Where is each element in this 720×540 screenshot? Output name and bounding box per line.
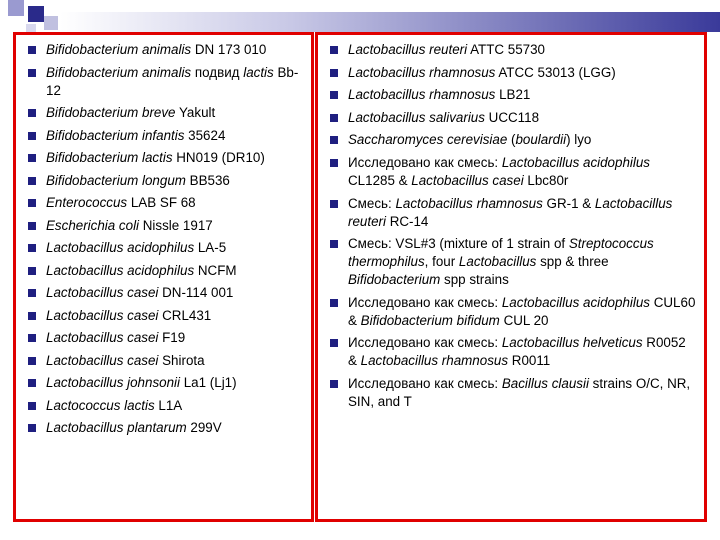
species-name: Bifidobacterium infantis xyxy=(46,127,185,143)
right-panel xyxy=(315,32,707,522)
square-bullet-icon xyxy=(330,380,338,388)
square-bullet-icon xyxy=(28,222,36,230)
list-item xyxy=(326,375,698,411)
square-bullet-icon xyxy=(28,154,36,162)
item-text: , four xyxy=(424,254,459,270)
square-bullet-icon xyxy=(330,46,338,54)
square-bullet-icon xyxy=(28,109,36,117)
square-bullet-icon xyxy=(330,240,338,248)
list-item xyxy=(326,41,698,59)
species-name: Enterococcus xyxy=(46,195,128,210)
species-name: Lactobacillus helveticus xyxy=(501,335,643,351)
item-text: DN 173 010 xyxy=(191,42,267,57)
species-name: Lactobacillus acidophilus xyxy=(501,154,650,170)
list-item xyxy=(24,41,305,59)
species-name: Lactobacillus casei xyxy=(411,172,524,188)
item-text: ATTC 55730 xyxy=(467,42,545,57)
species-name: Bifidobacterium bifidum xyxy=(360,312,500,328)
list-item xyxy=(24,329,305,347)
list-item xyxy=(24,127,305,145)
item-text: BB536 xyxy=(185,172,230,188)
species-name: Lactobacillus acidophilus xyxy=(46,262,195,278)
species-name: Streptococcus thermophilus xyxy=(348,236,654,270)
item-text: Смесь: xyxy=(348,195,396,211)
item-text: Bb-12 xyxy=(46,64,299,98)
decorative-square xyxy=(28,6,44,22)
list-item xyxy=(326,334,698,370)
square-bullet-icon xyxy=(28,199,36,207)
item-text: Lbc80r xyxy=(523,172,569,188)
species-name: Lactobacillus rhamnosus xyxy=(360,353,509,369)
square-bullet-icon xyxy=(330,159,338,167)
item-text: strains O/C, NR, SIN, and T xyxy=(348,375,691,409)
species-name: Lactobacillus reuteri xyxy=(348,195,673,229)
item-text: spp & three xyxy=(536,254,609,270)
species-name: Lactobacillus xyxy=(458,254,537,270)
item-text: F19 xyxy=(158,330,186,345)
square-bullet-icon xyxy=(28,334,36,342)
list-item xyxy=(24,284,305,302)
decorative-square xyxy=(44,16,58,30)
square-bullet-icon xyxy=(28,267,36,275)
square-bullet-icon xyxy=(28,379,36,387)
list-item xyxy=(24,262,305,280)
list-item xyxy=(24,149,305,167)
list-item xyxy=(326,109,698,127)
list-item xyxy=(24,64,305,100)
species-name: Bifidobacterium longum xyxy=(46,172,186,188)
square-bullet-icon xyxy=(28,69,36,77)
decorative-square xyxy=(8,0,24,16)
top-decorative-band xyxy=(0,0,720,34)
square-bullet-icon xyxy=(330,69,338,77)
item-text: LAB SF 68 xyxy=(127,195,196,210)
species-name: Lactobacillus casei xyxy=(46,330,159,345)
list-item xyxy=(24,307,305,325)
item-text: ( xyxy=(507,132,516,148)
square-bullet-icon xyxy=(28,177,36,185)
item-text: Смесь: VSL#3 (mixture of 1 strain of xyxy=(348,236,569,252)
item-text: LB21 xyxy=(495,87,531,103)
item-text: CL1285 & xyxy=(348,172,412,188)
species-name: Lactobacillus acidophilus xyxy=(501,294,650,310)
square-bullet-icon xyxy=(28,424,36,432)
list-item xyxy=(326,294,698,330)
list-item xyxy=(24,352,305,370)
species-name: Lactobacillus reuteri xyxy=(348,42,468,57)
species-name: Bifidobacterium breve xyxy=(46,105,176,120)
list-item xyxy=(24,419,305,437)
item-text: Shirota xyxy=(158,352,205,368)
list-item xyxy=(326,195,698,231)
square-bullet-icon xyxy=(28,402,36,410)
item-text: GR-1 & xyxy=(542,195,595,211)
species-name: Lactobacillus rhamnosus xyxy=(348,64,496,80)
square-bullet-icon xyxy=(28,312,36,320)
item-text: CUL60 & xyxy=(348,294,696,328)
left-strain-list xyxy=(24,41,305,437)
item-text: spp strains xyxy=(440,272,509,288)
square-bullet-icon xyxy=(330,114,338,122)
square-bullet-icon xyxy=(28,46,36,54)
item-text: CUL 20 xyxy=(499,312,549,328)
species-name: boulardii xyxy=(515,132,567,148)
item-text: подвид xyxy=(191,64,244,80)
list-item xyxy=(326,64,698,82)
square-bullet-icon xyxy=(28,289,36,297)
square-bullet-icon xyxy=(330,339,338,347)
species-name: Lactobacillus casei xyxy=(46,352,159,368)
square-bullet-icon xyxy=(330,91,338,99)
item-text: R0052 & xyxy=(348,335,686,369)
gradient-bar xyxy=(60,12,720,32)
species-name: Lactobacillus casei xyxy=(46,307,159,323)
item-text: 299V xyxy=(186,420,222,435)
species-name: Bifidobacterium animalis xyxy=(46,42,192,57)
square-bullet-icon xyxy=(28,244,36,252)
list-item xyxy=(24,239,305,257)
list-item xyxy=(24,397,305,415)
item-text: Исследовано как смесь: xyxy=(348,294,502,310)
item-text: DN-114 001 xyxy=(158,285,234,300)
item-text: LA-5 xyxy=(194,240,227,255)
species-name: Lactobacillus salivarius xyxy=(348,109,485,125)
species-name: Bifidobacterium xyxy=(348,272,441,288)
left-panel xyxy=(13,32,314,522)
species-name: Lactobacillus rhamnosus xyxy=(395,195,543,211)
list-item xyxy=(24,217,305,235)
species-name: Bifidobacterium animalis xyxy=(46,64,192,80)
item-text: NCFM xyxy=(194,262,237,278)
item-text: ) lyo xyxy=(566,132,592,148)
item-text: ATCC 53013 (LGG) xyxy=(495,64,616,80)
list-item xyxy=(24,104,305,122)
species-name: Lactobacillus johnsonii xyxy=(46,375,180,390)
species-name: Lactococcus lactis xyxy=(46,397,155,413)
item-text: HN019 (DR10) xyxy=(172,150,265,165)
item-text: Исследовано как смесь: xyxy=(348,375,502,391)
item-text: L1A xyxy=(154,397,183,413)
species-name: Lactobacillus rhamnosus xyxy=(348,87,496,103)
species-name: lactis xyxy=(243,64,274,80)
square-bullet-icon xyxy=(28,357,36,365)
list-item xyxy=(24,374,305,392)
item-text: Исследовано как смесь: xyxy=(348,335,502,351)
item-text: UCC118 xyxy=(484,109,540,125)
square-bullet-icon xyxy=(330,200,338,208)
species-name: Escherichia coli xyxy=(46,217,140,233)
item-text: Yakult xyxy=(175,105,216,120)
item-text: Исследовано как смесь: xyxy=(348,154,502,170)
square-bullet-icon xyxy=(330,299,338,307)
species-name: Saccharomyces cerevisiae xyxy=(348,132,508,148)
species-name: Lactobacillus plantarum xyxy=(46,420,187,435)
species-name: Bacillus clausii xyxy=(501,375,589,391)
item-text: 35624 xyxy=(184,127,226,143)
item-text: RC-14 xyxy=(385,213,429,229)
item-text: La1 (Lj1) xyxy=(180,375,237,390)
right-strain-list xyxy=(326,41,698,411)
square-bullet-icon xyxy=(28,132,36,140)
item-text: Nissle 1917 xyxy=(139,217,213,233)
list-item xyxy=(326,235,698,289)
species-name: Lactobacillus casei xyxy=(46,285,159,300)
item-text: R0011 xyxy=(508,353,551,369)
list-item xyxy=(326,86,698,104)
species-name: Bifidobacterium lactis xyxy=(46,150,173,165)
list-item xyxy=(326,131,698,149)
square-bullet-icon xyxy=(330,136,338,144)
item-text: CRL431 xyxy=(158,307,212,323)
species-name: Lactobacillus acidophilus xyxy=(46,240,195,255)
list-item xyxy=(24,194,305,212)
list-item xyxy=(24,172,305,190)
list-item xyxy=(326,154,698,190)
